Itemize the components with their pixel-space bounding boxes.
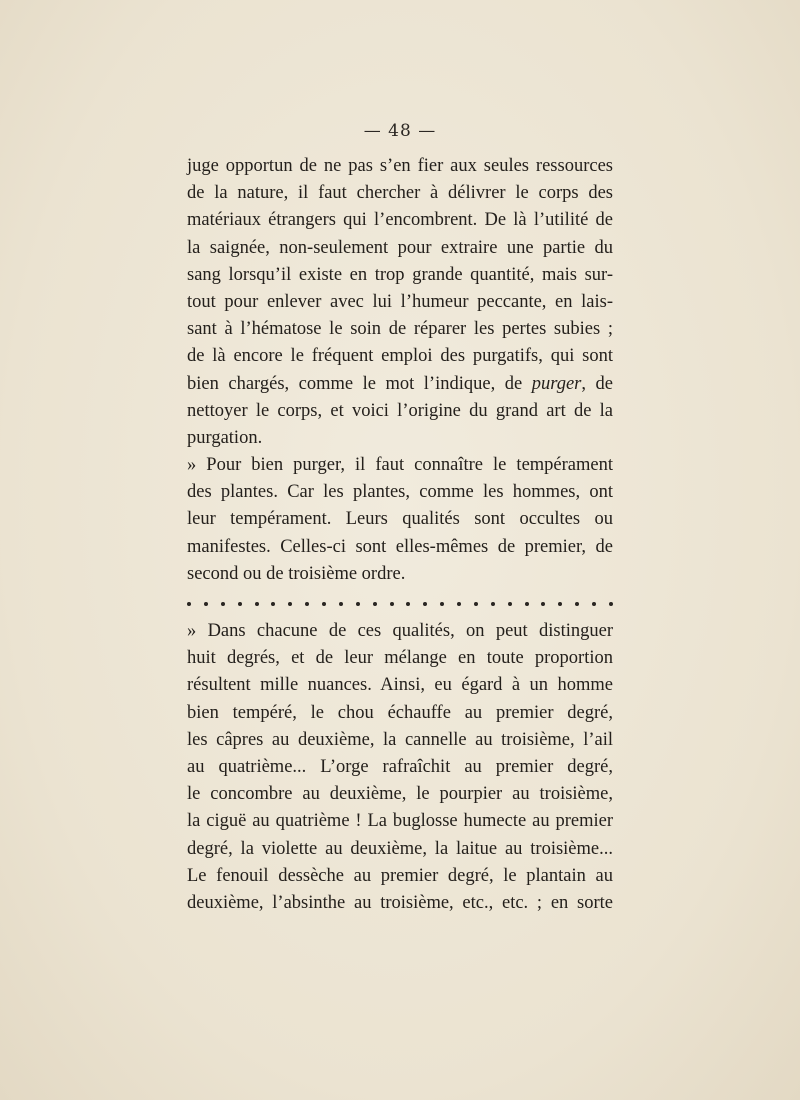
text-line: de la nature, il faut chercher à délivrer le corps des bbox=[187, 183, 613, 204]
ellipsis-dot bbox=[558, 602, 562, 606]
text-segment: , de bbox=[581, 373, 613, 394]
ellipsis-dot bbox=[406, 602, 410, 606]
ellipsis-dot bbox=[238, 602, 242, 606]
ellipsis-divider bbox=[187, 588, 613, 618]
ellipsis-dot bbox=[373, 602, 377, 606]
ellipsis-dot bbox=[575, 602, 579, 606]
text-line: sang lorsqu’il existe en trop grande quantité, mais sur- bbox=[187, 264, 613, 285]
ellipsis-dot bbox=[288, 602, 292, 606]
text-line: sant à l’hématose le soin de réparer les pertes subies ; bbox=[187, 319, 613, 340]
text-line: Le fenouil dessèche au premier degré, le plantain au bbox=[187, 865, 613, 886]
text-line: tout pour enlever avec lui l’humeur peccante, en lais- bbox=[187, 291, 613, 312]
ellipsis-dot bbox=[609, 602, 613, 606]
ellipsis-dot bbox=[339, 602, 343, 606]
ellipsis-dot bbox=[457, 602, 461, 606]
italic-word: purger bbox=[531, 373, 582, 394]
text-line: » Pour bien purger, il faut connaître le tempérament bbox=[187, 455, 613, 476]
ellipsis-dot bbox=[221, 602, 225, 606]
ellipsis-dot bbox=[187, 602, 191, 606]
ellipsis-dot bbox=[305, 602, 309, 606]
text-line: les câpres au deuxième, la cannelle au troisième, l’ail bbox=[187, 729, 613, 750]
ellipsis-dot bbox=[525, 602, 529, 606]
text-line: au quatrième... L’orge rafraîchit au premier degré, bbox=[187, 756, 613, 777]
ellipsis-dot bbox=[508, 602, 512, 606]
ellipsis-dot bbox=[491, 602, 495, 606]
text-line: deuxième, l’absinthe au troisième, etc., etc. ; en sorte bbox=[187, 892, 613, 913]
paragraph-end-line: purgation. bbox=[187, 427, 263, 448]
ellipsis-dot bbox=[356, 602, 360, 606]
text-line: le concombre au deuxième, le pourpier au troisième, bbox=[187, 784, 613, 805]
text-line: juge opportun de ne pas s’en fier aux seules ressources bbox=[187, 156, 613, 176]
text-line: la ciguë au quatrième ! La buglosse humecte au premier bbox=[187, 811, 613, 832]
text-line: degré, la violette au deuxième, la laitue au troisième... bbox=[187, 838, 613, 859]
text-line: matériaux étrangers qui l’encombrent. De là l’utilité de bbox=[187, 210, 613, 231]
text-line: de là encore le fréquent emploi des purgatifs, qui sont bbox=[187, 346, 613, 367]
text-segment: bien chargés, comme le mot l’indique, de bbox=[187, 373, 532, 394]
page-number: — 48 — bbox=[363, 121, 437, 141]
text-line: la saignée, non-seulement pour extraire une partie du bbox=[187, 237, 613, 258]
ellipsis-dot bbox=[474, 602, 478, 606]
text-line: nettoyer le corps, et voici l’origine du grand art de la bbox=[187, 400, 613, 421]
ellipsis-dot bbox=[541, 602, 545, 606]
ellipsis-dot bbox=[322, 602, 326, 606]
text-line: huit degrés, et de leur mélange en toute proportion bbox=[187, 648, 613, 669]
text-line: résultent mille nuances. Ainsi, eu égard à un homme bbox=[187, 675, 613, 696]
ellipsis-dot bbox=[204, 602, 208, 606]
ellipsis-dot bbox=[423, 602, 427, 606]
ellipsis-dot bbox=[390, 602, 394, 606]
text-line: leur tempérament. Leurs qualités sont occultes ou bbox=[187, 509, 613, 530]
text-line: » Dans chacune de ces qualités, on peut distinguer bbox=[187, 621, 613, 641]
ellipsis-dot bbox=[255, 602, 259, 606]
ellipsis-dot bbox=[271, 602, 275, 606]
text-line-with-italic bbox=[187, 371, 613, 398]
ellipsis-dot bbox=[440, 602, 444, 606]
paragraph-end-line: second ou de troisième ordre. bbox=[187, 563, 406, 584]
text-line: des plantes. Car les plantes, comme les hommes, ont bbox=[187, 482, 613, 503]
text-line: manifestes. Celles-ci sont elles-mêmes de premier, de bbox=[187, 536, 613, 557]
ellipsis-dot bbox=[592, 602, 596, 606]
text-line: bien tempéré, le chou échauffe au premier degré, bbox=[187, 702, 613, 723]
body-text bbox=[187, 153, 613, 917]
